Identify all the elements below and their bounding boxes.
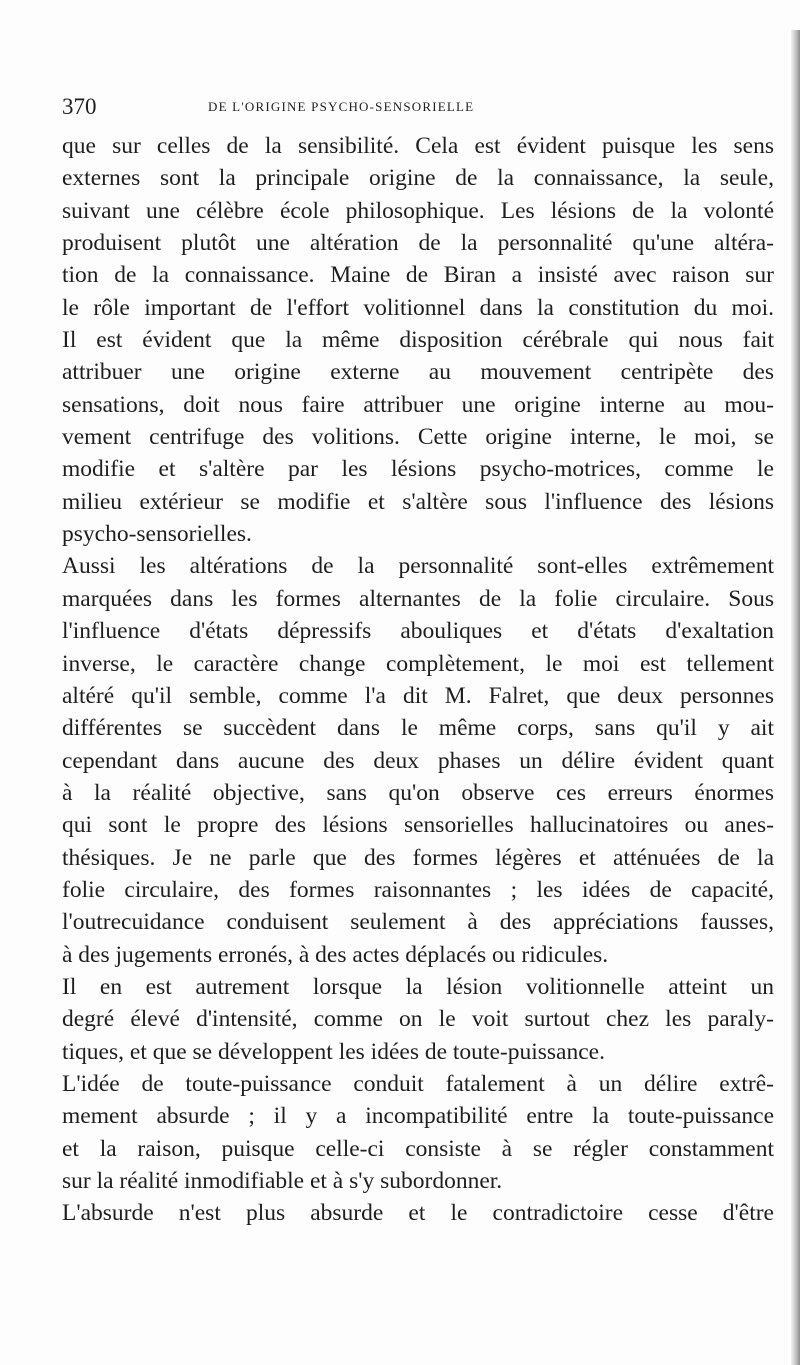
text-line: qui sont le propre des lésions sensorielles hallucinatoires ou anes-	[62, 812, 774, 839]
page-edge-shadow	[791, 30, 800, 1365]
text-line: sur la réalité inmodifiable et à s'y subordonner.	[62, 1168, 503, 1194]
text-line: le rôle important de l'effort volitionnel dans la constitution du moi.	[62, 294, 774, 321]
text-line: degré élevé d'intensité, comme on le voit surtout chez les paraly-	[62, 1006, 774, 1033]
text-line: psycho-sensorielles.	[62, 521, 252, 548]
text-line: l'influence d'états dépressifs abouliques et d'états d'exaltation	[62, 618, 774, 645]
text-line: que sur celles de la sensibilité. Cela est évident puisque les sens	[62, 133, 774, 159]
text-line: modifie et s'altère par les lésions psycho-motrices, comme le	[62, 456, 774, 483]
text-line: l'outrecuidance conduisent seulement à des appréciations fausses,	[62, 909, 774, 936]
text-line: tion de la connaissance. Maine de Biran a insisté avec raison sur	[62, 262, 774, 289]
text-line: différentes se succèdent dans le même corps, sans qu'il y ait	[62, 715, 774, 742]
text-line: folie circulaire, des formes raisonnantes ; les idées de capacité,	[62, 876, 774, 903]
text-line: et la raison, puisque celle-ci consiste à se régler constamment	[62, 1135, 774, 1162]
text-line: vement centrifuge des volitions. Cette origine interne, le moi, se	[62, 424, 774, 451]
text-line: suivant une célèbre école philosophique. Les lésions de la volonté	[62, 197, 774, 224]
text-line: L'absurde n'est plus absurde et le contradictoire cesse d'être	[62, 1200, 774, 1227]
text-line: cependant dans aucune des deux phases un délire évident quant	[62, 747, 774, 774]
text-line: externes sont la principale origine de la connaissance, la seule,	[62, 165, 774, 192]
text-line: à la réalité objective, sans qu'on observe ces erreurs énormes	[62, 779, 774, 806]
text-line: attribuer une origine externe au mouvement centripète des	[62, 359, 774, 386]
text-line: thésiques. Je ne parle que des formes légères et atténuées de la	[62, 844, 774, 871]
text-line: inverse, le caractère change complètement, le moi est tellement	[62, 650, 774, 677]
text-line: altéré qu'il semble, comme l'a dit M. Falret, que deux personnes	[62, 682, 774, 709]
text-line: Il est évident que la même disposition cérébrale qui nous fait	[62, 327, 774, 354]
text-line: produisent plutôt une altération de la personnalité qu'une altéra-	[62, 230, 774, 257]
running-head: DE L'ORIGINE PSYCHO-SENSORIELLE	[208, 99, 475, 114]
text-line: Il en est autrement lorsque la lésion volitionnelle atteint un	[62, 973, 774, 1000]
body-text	[62, 130, 774, 1230]
text-line: mement absurde ; il y a incompatibilité entre la toute-puissance	[62, 1103, 774, 1130]
text-line: L'idée de toute-puissance conduit fatalement à un délire extrê-	[62, 1070, 774, 1097]
text-line: milieu extérieur se modifie et s'altère sous l'influence des lésions	[62, 488, 774, 515]
page-header	[62, 96, 774, 118]
page-number: 370	[62, 94, 97, 119]
text-line: Aussi les altérations de la personnalité sont-elles extrêmement	[62, 553, 774, 580]
text-line: sensations, doit nous faire attribuer une origine interne au mou-	[62, 391, 774, 418]
text-line: tiques, et que se développent les idées de toute-puissance.	[62, 1038, 605, 1065]
text-line: à des jugements erronés, à des actes déplacés ou ridicules.	[62, 941, 609, 968]
text-line: marquées dans les formes alternantes de la folie circulaire. Sous	[62, 585, 774, 612]
